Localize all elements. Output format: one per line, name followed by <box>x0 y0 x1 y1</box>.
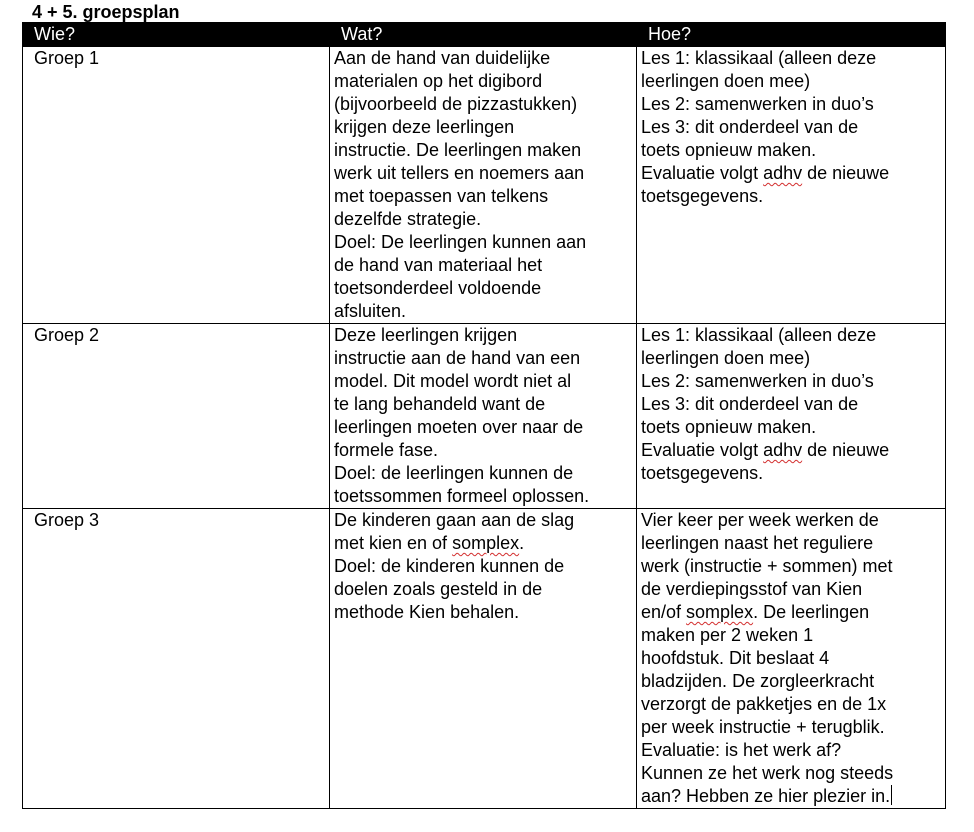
text-line: werk (instructie + sommen) met <box>641 556 893 576</box>
text-line: afsluiten. <box>334 301 407 321</box>
text-line: Kunnen ze het werk nog steeds <box>641 763 894 783</box>
text-line: toetsgegevens. <box>641 186 764 206</box>
text-line: leerlingen doen mee) <box>641 348 811 368</box>
groepsplan-table <box>22 22 946 809</box>
text-line: Aan de hand van duidelijke <box>334 48 551 68</box>
text-line: Les 1: klassikaal (alleen deze <box>641 325 877 345</box>
text-line: toetsgegevens. <box>641 463 764 483</box>
text-line: toets opnieuw maken. <box>641 417 817 437</box>
text-fragment: . De leerlingen <box>753 602 870 622</box>
text-line: instructie aan de hand van een <box>334 348 581 368</box>
text-fragment: met kien en of <box>334 533 453 553</box>
text-line: per week instructie + terugblik. <box>641 717 885 737</box>
cell-wat[interactable] <box>330 509 637 809</box>
text-line: (bijvoorbeeld de pizzastukken) <box>334 94 578 114</box>
text-fragment: . <box>519 533 525 553</box>
text-fragment: en/of <box>641 602 687 622</box>
text-line <box>641 785 941 808</box>
text-line: hoofdstuk. Dit beslaat 4 <box>641 648 830 668</box>
text-line: met toepassen van telkens <box>334 186 549 206</box>
text-line: formele fase. <box>334 440 439 460</box>
text-fragment: de nieuwe <box>802 440 890 460</box>
text-line: werk uit tellers en noemers aan <box>334 163 585 183</box>
text-line: Les 3: dit onderdeel van de <box>641 117 859 137</box>
cell-wie[interactable] <box>23 324 330 509</box>
spellcheck-word[interactable]: somplex <box>686 602 754 622</box>
text-line: Evaluatie: is het werk af? <box>641 740 842 760</box>
text-line: krijgen deze leerlingen <box>334 117 515 137</box>
text-line: Les 1: klassikaal (alleen deze <box>641 48 877 68</box>
cell-hoe[interactable] <box>637 47 946 324</box>
text-line: verzorgt de pakketjes en de 1x <box>641 694 887 714</box>
text-line: Les 2: samenwerken in duo’s <box>641 94 874 114</box>
table-row-groep-1 <box>23 47 946 324</box>
text-line: methode Kien behalen. <box>334 602 520 622</box>
text-line: de verdiepingsstof van Kien <box>641 579 863 599</box>
text-line: te lang behandeld want de <box>334 394 546 414</box>
spellcheck-word[interactable]: adhv <box>763 440 803 460</box>
header-row <box>23 23 946 47</box>
text-line: Vier keer per week werken de <box>641 510 879 530</box>
text-line: model. Dit model wordt niet al <box>334 371 572 391</box>
text-line <box>641 601 941 624</box>
text-line: instructie. De leerlingen maken <box>334 140 582 160</box>
text-line: dezelfde strategie. <box>334 209 482 229</box>
cell-wie[interactable] <box>23 47 330 324</box>
header-wat: Wat? <box>330 23 637 47</box>
text-line: Doel: de kinderen kunnen de <box>334 556 565 576</box>
text-line: de hand van materiaal het <box>334 255 543 275</box>
document-title: 4 + 5. groepsplan <box>32 2 180 22</box>
group-label: Groep 2 <box>34 325 100 345</box>
text-line: leerlingen doen mee) <box>641 71 811 91</box>
text-line: Doel: De leerlingen kunnen aan <box>334 232 587 252</box>
text-fragment: Evaluatie volgt <box>641 163 764 183</box>
text-line: toets opnieuw maken. <box>641 140 817 160</box>
text-fragment: Evaluatie volgt <box>641 440 764 460</box>
group-label: Groep 3 <box>34 510 100 530</box>
text-fragment: aan? Hebben ze hier plezier in. <box>641 786 891 806</box>
table-row-groep-3 <box>23 509 946 809</box>
text-line: bladzijden. De zorgleerkracht <box>641 671 875 691</box>
spellcheck-word[interactable]: adhv <box>763 163 803 183</box>
text-line: Les 3: dit onderdeel van de <box>641 394 859 414</box>
cell-hoe[interactable] <box>637 324 946 509</box>
text-line: De kinderen gaan aan de slag <box>334 510 575 530</box>
table-row-groep-2 <box>23 324 946 509</box>
header-hoe: Hoe? <box>637 23 946 47</box>
spellcheck-word[interactable]: somplex <box>452 533 520 553</box>
cell-hoe[interactable] <box>637 509 946 809</box>
cell-wat[interactable] <box>330 47 637 324</box>
text-line: toetsonderdeel voldoende <box>334 278 542 298</box>
text-line: toetssommen formeel oplossen. <box>334 486 590 506</box>
text-line: Les 2: samenwerken in duo’s <box>641 371 874 391</box>
group-label: Groep 1 <box>34 48 100 68</box>
text-line: Doel: de leerlingen kunnen de <box>334 463 574 483</box>
text-line <box>641 162 941 185</box>
cell-wie[interactable] <box>23 509 330 809</box>
header-wie: Wie? <box>23 23 330 47</box>
text-line: leerlingen moeten over naar de <box>334 417 584 437</box>
text-line: maken per 2 weken 1 <box>641 625 814 645</box>
text-line <box>641 439 941 462</box>
text-line: Deze leerlingen krijgen <box>334 325 518 345</box>
text-cursor <box>891 785 892 805</box>
text-line: leerlingen naast het reguliere <box>641 533 874 553</box>
cell-wat[interactable] <box>330 324 637 509</box>
text-line: doelen zoals gesteld in de <box>334 579 543 599</box>
text-fragment: de nieuwe <box>802 163 890 183</box>
text-line: materialen op het digibord <box>334 71 543 91</box>
text-line <box>334 532 632 555</box>
